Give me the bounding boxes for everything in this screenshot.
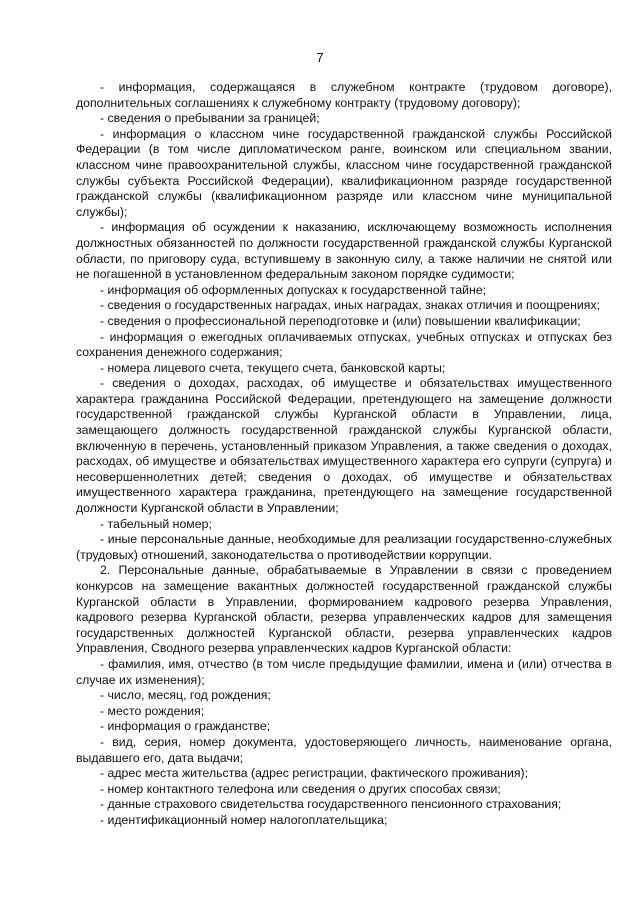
paragraph: - сведения о доходах, расходах, об имуществе и обязательствах имущественного характера гражданина Российской Федерации, претендующего на замещение должности государственной гражданской службы Курганской области в Управлении, лица, замещающего должность государственной гражданской службы Курганской области, включенную в перечень, установленный приказом Управления, а также сведения о доходах, расходах, об имуществе и обязательствах имущественного характера его супруги (супруга) и несовершеннолетних детей; сведения о доходах, об имуществе и обязательствах имущественного характера гражданина, претендующего на замещение государственной должности Курганской области в Управлении;	[76, 376, 612, 516]
paragraph: - сведения о профессиональной переподготовке и (или) повышении квалификации;	[100, 313, 581, 328]
paragraph: - место рождения;	[100, 703, 205, 718]
paragraph: - информация, содержащаяся в служебном контракте (трудовом договоре), дополнительных соглашениях к служебному контракту (трудовому договору);	[76, 80, 612, 110]
paragraph: - информация о гражданстве;	[100, 719, 271, 734]
paragraph: - информация об осуждении к наказанию, исключающему возможность исполнения должностных обязанностей по должности государственной гражданской службы Курганской области, по приговору суда, вступившему в законную силу, а также наличии не снятой или не погашенной в установленном федеральным законом порядке судимости;	[76, 220, 612, 282]
paragraph: 2. Персональные данные, обрабатываемые в Управлении в связи с проведением конкурсов на замещение вакантных должностей государственной гражданской службы Курганской области в Управлении, формированием кадрового резерва Управления, кадрового резерва Курганской области, резерва управленческих кадров для замещения государственных должностей Курганской области, резерва управленческих кадров Управления, Сводного резерва управленческих кадров Курганской области:	[76, 563, 612, 656]
paragraph: - информация о ежегодных оплачиваемых отпусках, учебных отпусках и отпусках без сохранения денежного содержания;	[76, 329, 612, 360]
paragraph: - идентификационный номер налогоплательщика;	[100, 812, 388, 827]
paragraph: - сведения о государственных наградах, иных наградах, знаках отличия и поощрениях;	[100, 298, 601, 313]
document-body	[76, 80, 612, 829]
paragraph: - информация о классном чине государственной гражданской службы Российской Федерации (в том числе дипломатическом ранге, воинском или специальном звании, классном чине правоохранительной службы, классном чине государственной гражданской службы субъекта Российской Федерации), квалификационном разряде государственной гражданской службы (квалификационном разряде или классном чине муниципальной службы);	[76, 126, 612, 219]
paragraph: - адрес места жительства (адрес регистрации, фактического проживания);	[100, 766, 529, 781]
paragraph: - число, месяц, год рождения;	[100, 688, 271, 703]
paragraph: - фамилия, имя, отчество (в том числе предыдущие фамилии, имена и (или) отчества в случае их изменения);	[76, 656, 612, 687]
paragraph: - информация об оформленных допусках к государственной тайне;	[100, 282, 487, 297]
paragraph: - табельный номер;	[100, 516, 212, 531]
page-number: 7	[316, 50, 324, 65]
paragraph: - номера лицевого счета, текущего счета, банковской карты;	[100, 360, 446, 375]
paragraph: - данные страхового свидетельства государственного пенсионного страхования;	[100, 797, 562, 812]
paragraph: - сведения о пребывании за границей;	[100, 111, 320, 126]
paragraph: - вид, серия, номер документа, удостоверяющего личность, наименование органа, выдавшего его, дата выдачи;	[76, 734, 612, 765]
paragraph: - иные персональные данные, необходимые для реализации государственно-служебных (трудовых) отношений, законодательства о противодействии коррупции.	[76, 532, 612, 562]
paragraph: - номер контактного телефона или сведения о других способах связи;	[100, 781, 501, 796]
